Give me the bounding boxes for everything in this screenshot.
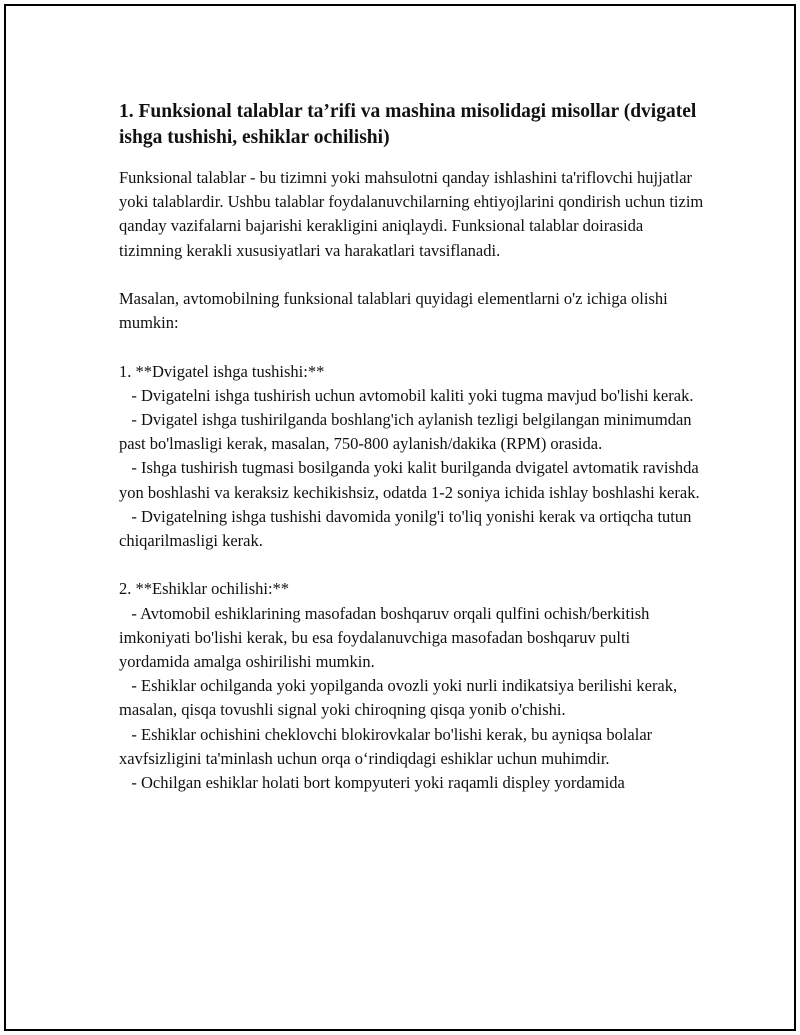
example-intro-paragraph: Masalan, avtomobilning funksional talablari quyidagi elementlarni o'z ichiga olishi mumkin: [119, 289, 672, 333]
list-item: - Avtomobil eshiklarining masofadan boshqaruv orqali qulfini ochish/berkitish imkoniyati bo'lishi kerak, bu esa foydalanuvchiga masofadan boshqaruv pulti yordamida amalga oshirilishi mumkin. [119, 603, 654, 672]
list-item: - Ochilgan eshiklar holati bort kompyuteri yoki raqamli displey yordamida [119, 773, 625, 793]
paragraph-gap [119, 553, 704, 577]
list-item: - Ishga tushirish tugmasi bosilganda yoki kalit burilganda dvigatel avtomatik ravishda yon boshlashi va keraksiz kechikishsiz, odatda 1-2 soniya ichida ishlay boshlashi kerak. [119, 458, 703, 502]
document-content [119, 99, 708, 795]
intro-paragraph: Funksional talablar - bu tizimni yoki mahsulotni qanday ishlashini ta'riflovchi hujjatlar yoki talablardir. Ushbu talablar foydalanuvchilarning ehtiyojlarini qondirish uchun tizim qanday vazifalarni bajarishi kerakligini aniqlaydi. Funksional talablar doirasida tizimning kerakli xususiyatlari va harakatlari tavsiflanadi. [119, 168, 708, 260]
list-item: - Dvigatelni ishga tushirish uchun avtomobil kaliti yoki tugma mavjud bo'lishi kerak. [119, 385, 694, 405]
section-title-doors: 2. **Eshiklar ochilishi:** [119, 579, 290, 599]
paragraph-gap [119, 335, 704, 359]
list-item: - Eshiklar ochilganda yoki yopilganda ovozli yoki nurli indikatsiya berilishi kerak, masalan, qisqa tovushli signal yoki chiroqning qisqa yonib o'chishi. [119, 676, 682, 720]
document-page [4, 4, 796, 1031]
section-title-engine: 1. **Dvigatel ishga tushishi:** [119, 361, 325, 381]
list-item: - Eshiklar ochishini cheklovchi blokirovkalar bo'lishi kerak, bu ayniqsa bolalar xavfsizligini ta'minlash uchun orqa o‘rindiqdagi eshiklar uchun muhimdir. [119, 724, 657, 768]
paragraph-gap [119, 263, 704, 287]
list-item: - Dvigatelning ishga tushishi davomida yonilg'i to'liq yonishi kerak va ortiqcha tutun chiqarilmasligi kerak. [119, 506, 696, 551]
list-item: - Dvigatel ishga tushirilganda boshlang'ich aylanish tezligi belgilangan minimumdan past bo'lmasligi kerak, masalan, 750-800 aylanish/dakika (RPM) orasida. [119, 410, 696, 454]
section-heading: 1. Funksional talablar ta’rifi va mashina misolidagi misollar (dvigatel ishga tushishi, eshiklar ochilishi) [119, 101, 697, 148]
